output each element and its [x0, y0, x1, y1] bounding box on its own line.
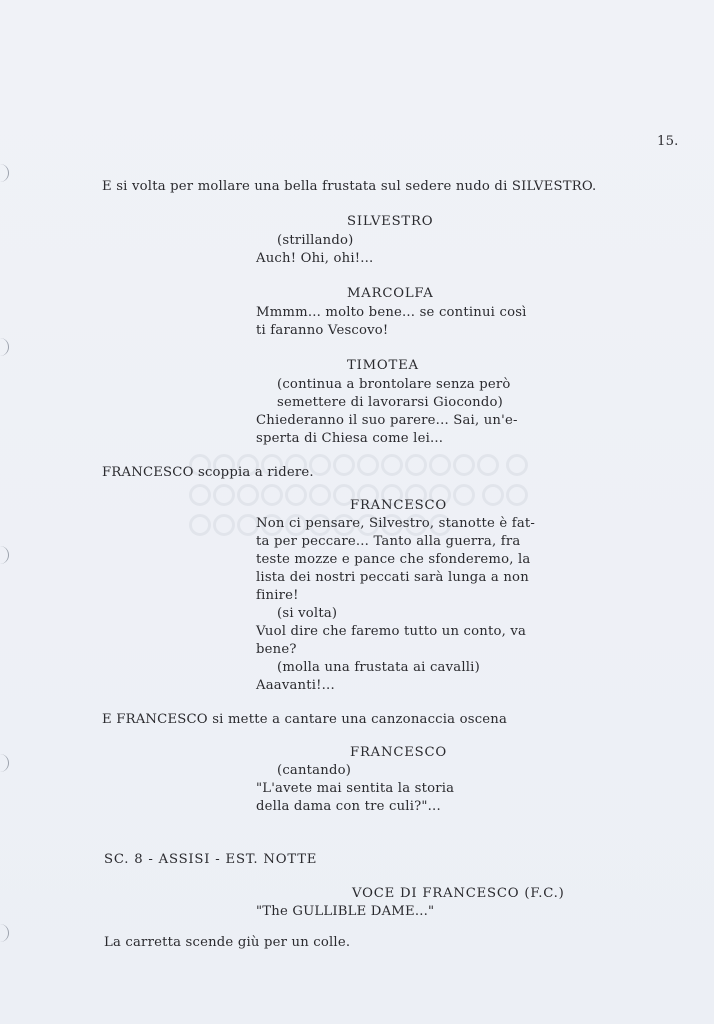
parenthetical: (molla una frustata ai cavalli)	[277, 660, 480, 675]
dialogue-line: Auch! Ohi, ohi!...	[256, 251, 374, 266]
dialogue-line: ti faranno Vescovo!	[256, 323, 389, 338]
action-line: E FRANCESCO si mette a cantare una canzonaccia oscena	[102, 712, 508, 727]
parenthetical: semettere di lavorarsi Giocondo)	[277, 395, 503, 410]
character-name: SILVESTRO	[347, 214, 434, 229]
dialogue-line: finire!	[256, 588, 299, 603]
parenthetical: (cantando)	[277, 763, 352, 778]
character-name: FRANCESCO	[350, 745, 447, 760]
dialogue-line: Non ci pensare, Silvestro, stanotte è fat-	[256, 516, 536, 531]
dialogue-line: teste mozze e pance che sfonderemo, la	[256, 552, 531, 567]
dialogue-line: bene?	[256, 642, 297, 657]
character-name: FRANCESCO	[350, 498, 447, 513]
action-line: FRANCESCO scoppia a ridere.	[102, 465, 314, 480]
dialogue-line: ta per peccare... Tanto alla guerra, fra	[256, 534, 521, 549]
dialogue-line: "The GULLIBLE DAME..."	[256, 904, 435, 919]
punch-hole-mark	[0, 924, 9, 942]
scene-heading: SC. 8 - ASSISI - EST. NOTTE	[104, 852, 318, 867]
dialogue-line: "L'avete mai sentita la storia	[256, 781, 455, 796]
action-line: E si volta per mollare una bella frustata sul sedere nudo di SILVESTRO.	[102, 179, 597, 194]
dialogue-line: della dama con tre culi?"...	[256, 799, 441, 814]
parenthetical: (strillando)	[277, 233, 354, 248]
parenthetical: (continua a brontolare senza però	[277, 377, 511, 392]
dialogue-line: Aaavanti!...	[256, 678, 335, 693]
punch-hole-mark	[0, 546, 9, 564]
parenthetical: (si volta)	[277, 606, 338, 621]
punch-hole-mark	[0, 338, 9, 356]
character-name: TIMOTEA	[347, 358, 419, 373]
dialogue-line: Vuol dire che faremo tutto un conto, va	[256, 624, 527, 639]
dialogue-line: Chiederanno il suo parere... Sai, un'e-	[256, 413, 518, 428]
punch-hole-mark	[0, 754, 9, 772]
character-name: MARCOLFA	[347, 286, 434, 301]
dialogue-line: sperta di Chiesa come lei...	[256, 431, 444, 446]
action-line: La carretta scende giù per un colle.	[104, 935, 351, 950]
character-name: VOCE DI FRANCESCO (F.C.)	[352, 886, 565, 901]
dialogue-line: Mmmm... molto bene... se continui così	[256, 305, 527, 320]
dialogue-line: lista dei nostri peccati sarà lunga a non	[256, 570, 529, 585]
punch-hole-mark	[0, 164, 9, 182]
page-number: 15.	[657, 134, 679, 149]
